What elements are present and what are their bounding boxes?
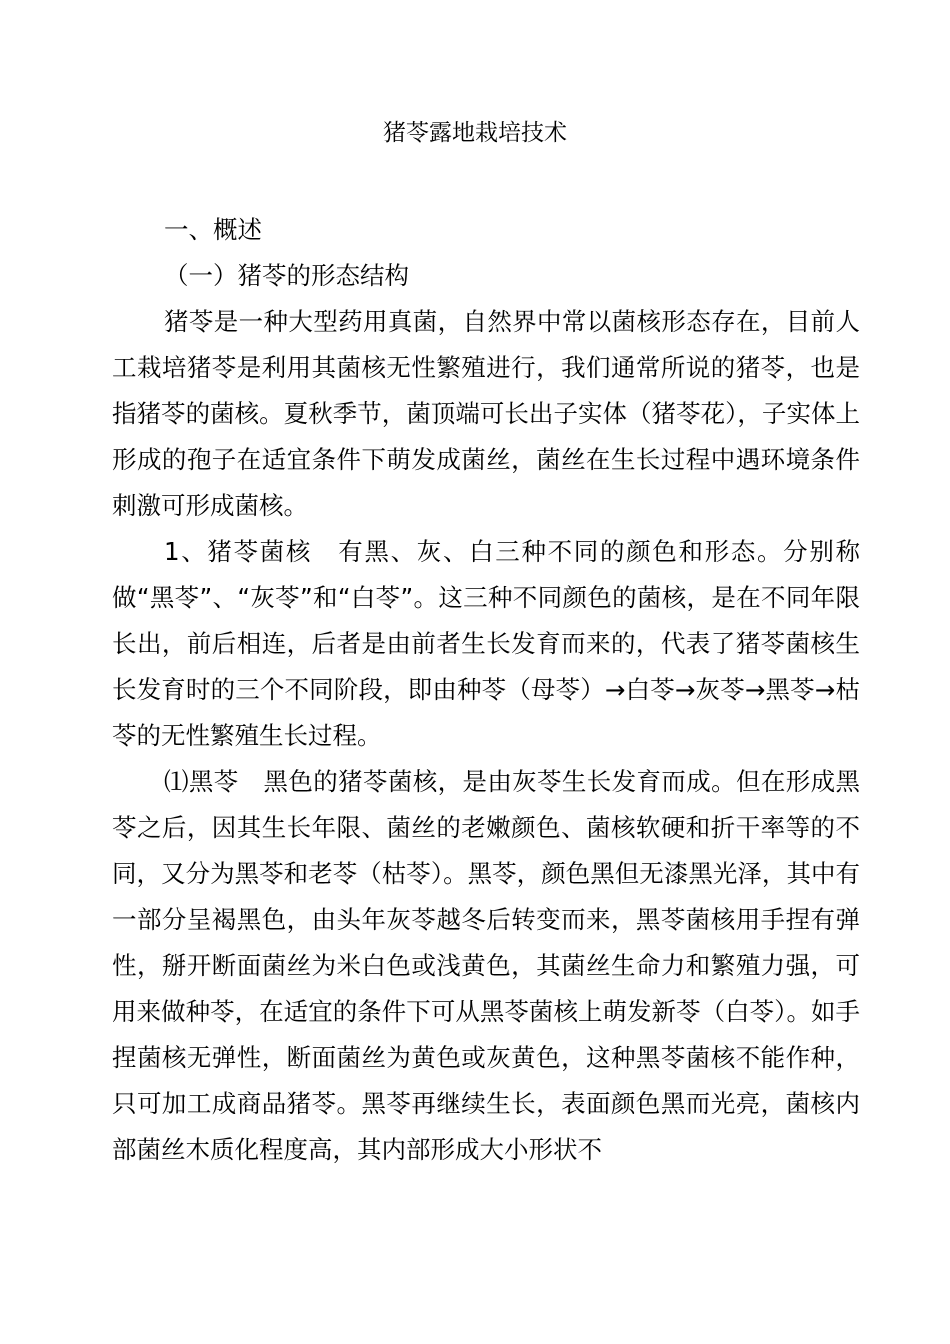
document-body <box>112 207 860 1173</box>
paragraph-black-sclerotium: ⑴黑苓 黑色的猪苓菌核，是由灰苓生长发育而成。但在形成黑苓之后，因其生长年限、菌丝的老嫩颜色、菌核软硬和折干率等的不同，又分为黑苓和老苓（枯苓）。黑苓，颜色黑但无漆黑光泽，其中有一部分呈褐黑色，由头年灰苓越冬后转变而来，黑苓菌核用手捏有弹性，掰开断面菌丝为米白色或浅黄色，其菌丝生命力和繁殖力强，可用来做种苓，在适宜的条件下可从黑苓菌核上萌发新苓（白苓）。如手捏菌核无弹性，断面菌丝为黄色或灰黄色，这种黑苓菌核不能作种，只可加工成商品猪苓。黑苓再继续生长，表面颜色黑而光亮，菌核内部菌丝木质化程度高，其内部形成大小形状不 <box>112 767 860 1164</box>
document-title: 猪苓露地栽培技术 <box>383 120 567 146</box>
subsection-heading: （一）猪苓的形态结构 <box>164 261 409 290</box>
section-heading: 一、概述 <box>164 215 262 244</box>
paragraph-sclerotium: 1、猪苓菌核 有黑、灰、白三种不同的颜色和形态。分别称做“黑苓”、“灰苓”和“白苓”。这三种不同颜色的菌核，是在不同年限长出，前后相连，后者是由前者生长发育而来的，代表了猪苓菌核生长发育时的三个不同阶段，即由种苓（母苓）→白苓→灰苓→黑苓→枯苓的无性繁殖生长过程。 <box>112 537 860 750</box>
paragraph-overview: 猪苓是一种大型药用真菌，自然界中常以菌核形态存在，目前人工栽培猪苓是利用其菌核无性繁殖进行，我们通常所说的猪苓，也是指猪苓的菌核。夏秋季节，菌顶端可长出子实体（猪苓花），子实体上形成的孢子在适宜条件下萌发成菌丝，菌丝在生长过程中遇环境条件刺激可形成菌核。 <box>112 307 860 520</box>
